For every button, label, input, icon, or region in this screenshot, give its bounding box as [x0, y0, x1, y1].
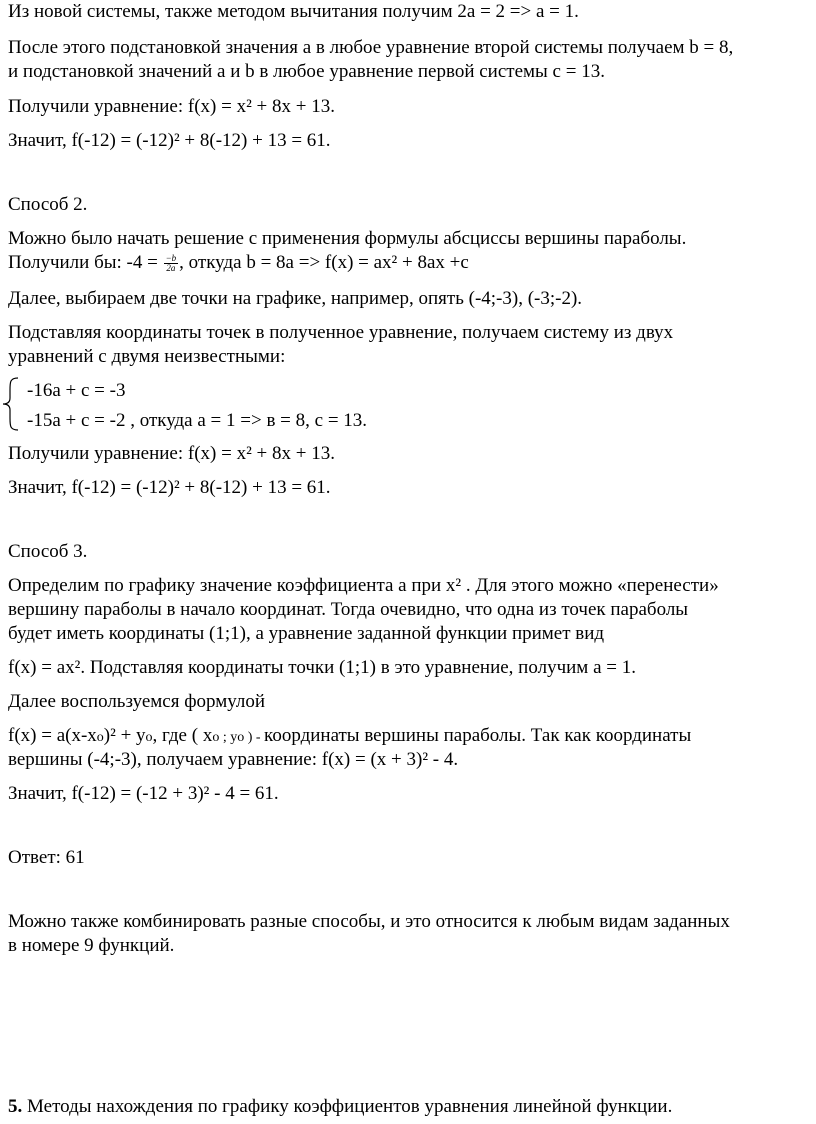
text-segment: , где ( x	[152, 725, 213, 746]
subscript: o	[96, 730, 104, 745]
method-3-heading: Способ 3.	[8, 541, 88, 562]
fraction	[164, 254, 179, 273]
text-line: Определим по графику значение коэффициента а при х² . Для этого можно «перенести»	[8, 575, 719, 596]
system-brace	[0, 376, 22, 432]
text-line: уравнений с двумя неизвестными:	[8, 346, 286, 367]
text-segment: , откуда b = 8a => f(x) = ax² + 8ax +c	[179, 252, 469, 273]
text-line: вершины (-4;-3), получаем уравнение: f(x) = (x + 3)² - 4.	[8, 749, 459, 770]
text-line: в номере 9 функций.	[8, 935, 175, 956]
text-line: После этого подстановкой значения а в любое уравнение второй системы получаем b = 8,	[8, 37, 734, 58]
text-line: f(x) = ax². Подставляя координаты точки (1;1) в это уравнение, получим а = 1.	[8, 657, 636, 678]
answer-line: Ответ: 61	[8, 847, 85, 868]
text-segment: )² + y	[103, 725, 146, 746]
system-equation-1: -16а + с = -3	[27, 380, 126, 401]
text-line: будет иметь координаты (1;1), а уравнение заданной функции примет вид	[8, 623, 605, 644]
text-line: Можно было начать решение с применения формулы абсциссы вершины параболы.	[8, 228, 687, 249]
text-line: вершину параболы в начало координат. Тогда очевидно, что одна из точек параболы	[8, 599, 689, 620]
text-line: Далее воспользуемся формулой	[8, 691, 266, 712]
fraction-numerator: −b	[165, 253, 177, 264]
fraction-denominator: 2a	[166, 263, 176, 274]
system-equation-2: -15а + с = -2 , откуда а = 1 => в = 8, с = 13.	[27, 410, 368, 431]
text-line: Из новой системы, также методом вычитания получим 2а = 2 => а = 1.	[8, 1, 579, 22]
text-line: Подставляя координаты точек в полученное уравнение, получаем систему из двух	[8, 322, 674, 343]
section-title: Методы нахождения по графику коэффициентов уравнения линейной функции.	[22, 1096, 673, 1117]
text-line: Можно также комбинировать разные способы, и это относится к любым видам заданных	[8, 911, 730, 932]
section-number: 5.	[8, 1096, 23, 1117]
section-5-heading	[8, 1095, 672, 1119]
method-2-heading: Способ 2.	[8, 194, 88, 215]
text-line: Значит, f(-12) = (-12 + 3)² - 4 = 61.	[8, 783, 279, 804]
text-line-with-fraction	[8, 251, 469, 275]
text-line: Получили уравнение: f(x) = x² + 8x + 13.	[8, 443, 335, 464]
text-line: Значит, f(-12) = (-12)² + 8(-12) + 13 = 61.	[8, 130, 331, 151]
subscript: o	[145, 730, 153, 745]
text-segment: координаты вершины параболы. Так как координаты	[264, 725, 692, 746]
text-segment: Получили бы: -4 =	[8, 252, 163, 273]
text-line: Значит, f(-12) = (-12)² + 8(-12) + 13 = 61.	[8, 477, 331, 498]
subscript: o ; yo ) -	[212, 730, 265, 745]
formula-line	[8, 724, 691, 750]
text-segment: f(x) = a(x-x	[8, 725, 97, 746]
text-line: Получили уравнение: f(x) = x² + 8x + 13.	[8, 96, 335, 117]
text-line: и подстановкой значений а и b в любое уравнение первой системы с = 13.	[8, 61, 605, 82]
text-line: Далее, выбираем две точки на графике, например, опять (-4;-3), (-3;-2).	[8, 288, 583, 309]
